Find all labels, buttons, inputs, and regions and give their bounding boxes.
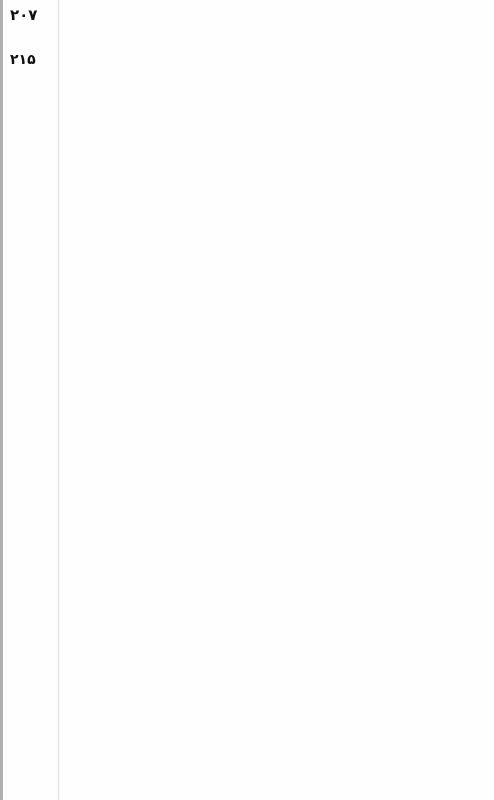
text-line <box>60 369 480 413</box>
manuscript-text <box>60 40 480 800</box>
text-line <box>60 40 480 84</box>
text-line <box>60 557 480 601</box>
text-line <box>60 181 480 225</box>
text-line <box>60 87 480 131</box>
text-line <box>60 463 480 507</box>
margin-rule <box>58 0 59 800</box>
text-line <box>60 604 480 648</box>
page-edge <box>0 0 3 800</box>
folio-number-top: ۲۰۷ <box>10 6 38 24</box>
folio-number-side: ۲۱۵ <box>10 52 36 68</box>
text-line <box>60 322 480 366</box>
text-line <box>60 651 480 695</box>
text-line <box>60 228 480 272</box>
text-line <box>60 510 480 554</box>
text-line <box>60 745 480 789</box>
text-line <box>60 275 480 319</box>
text-line <box>60 698 480 742</box>
text-line <box>60 416 480 460</box>
text-line <box>60 134 480 178</box>
